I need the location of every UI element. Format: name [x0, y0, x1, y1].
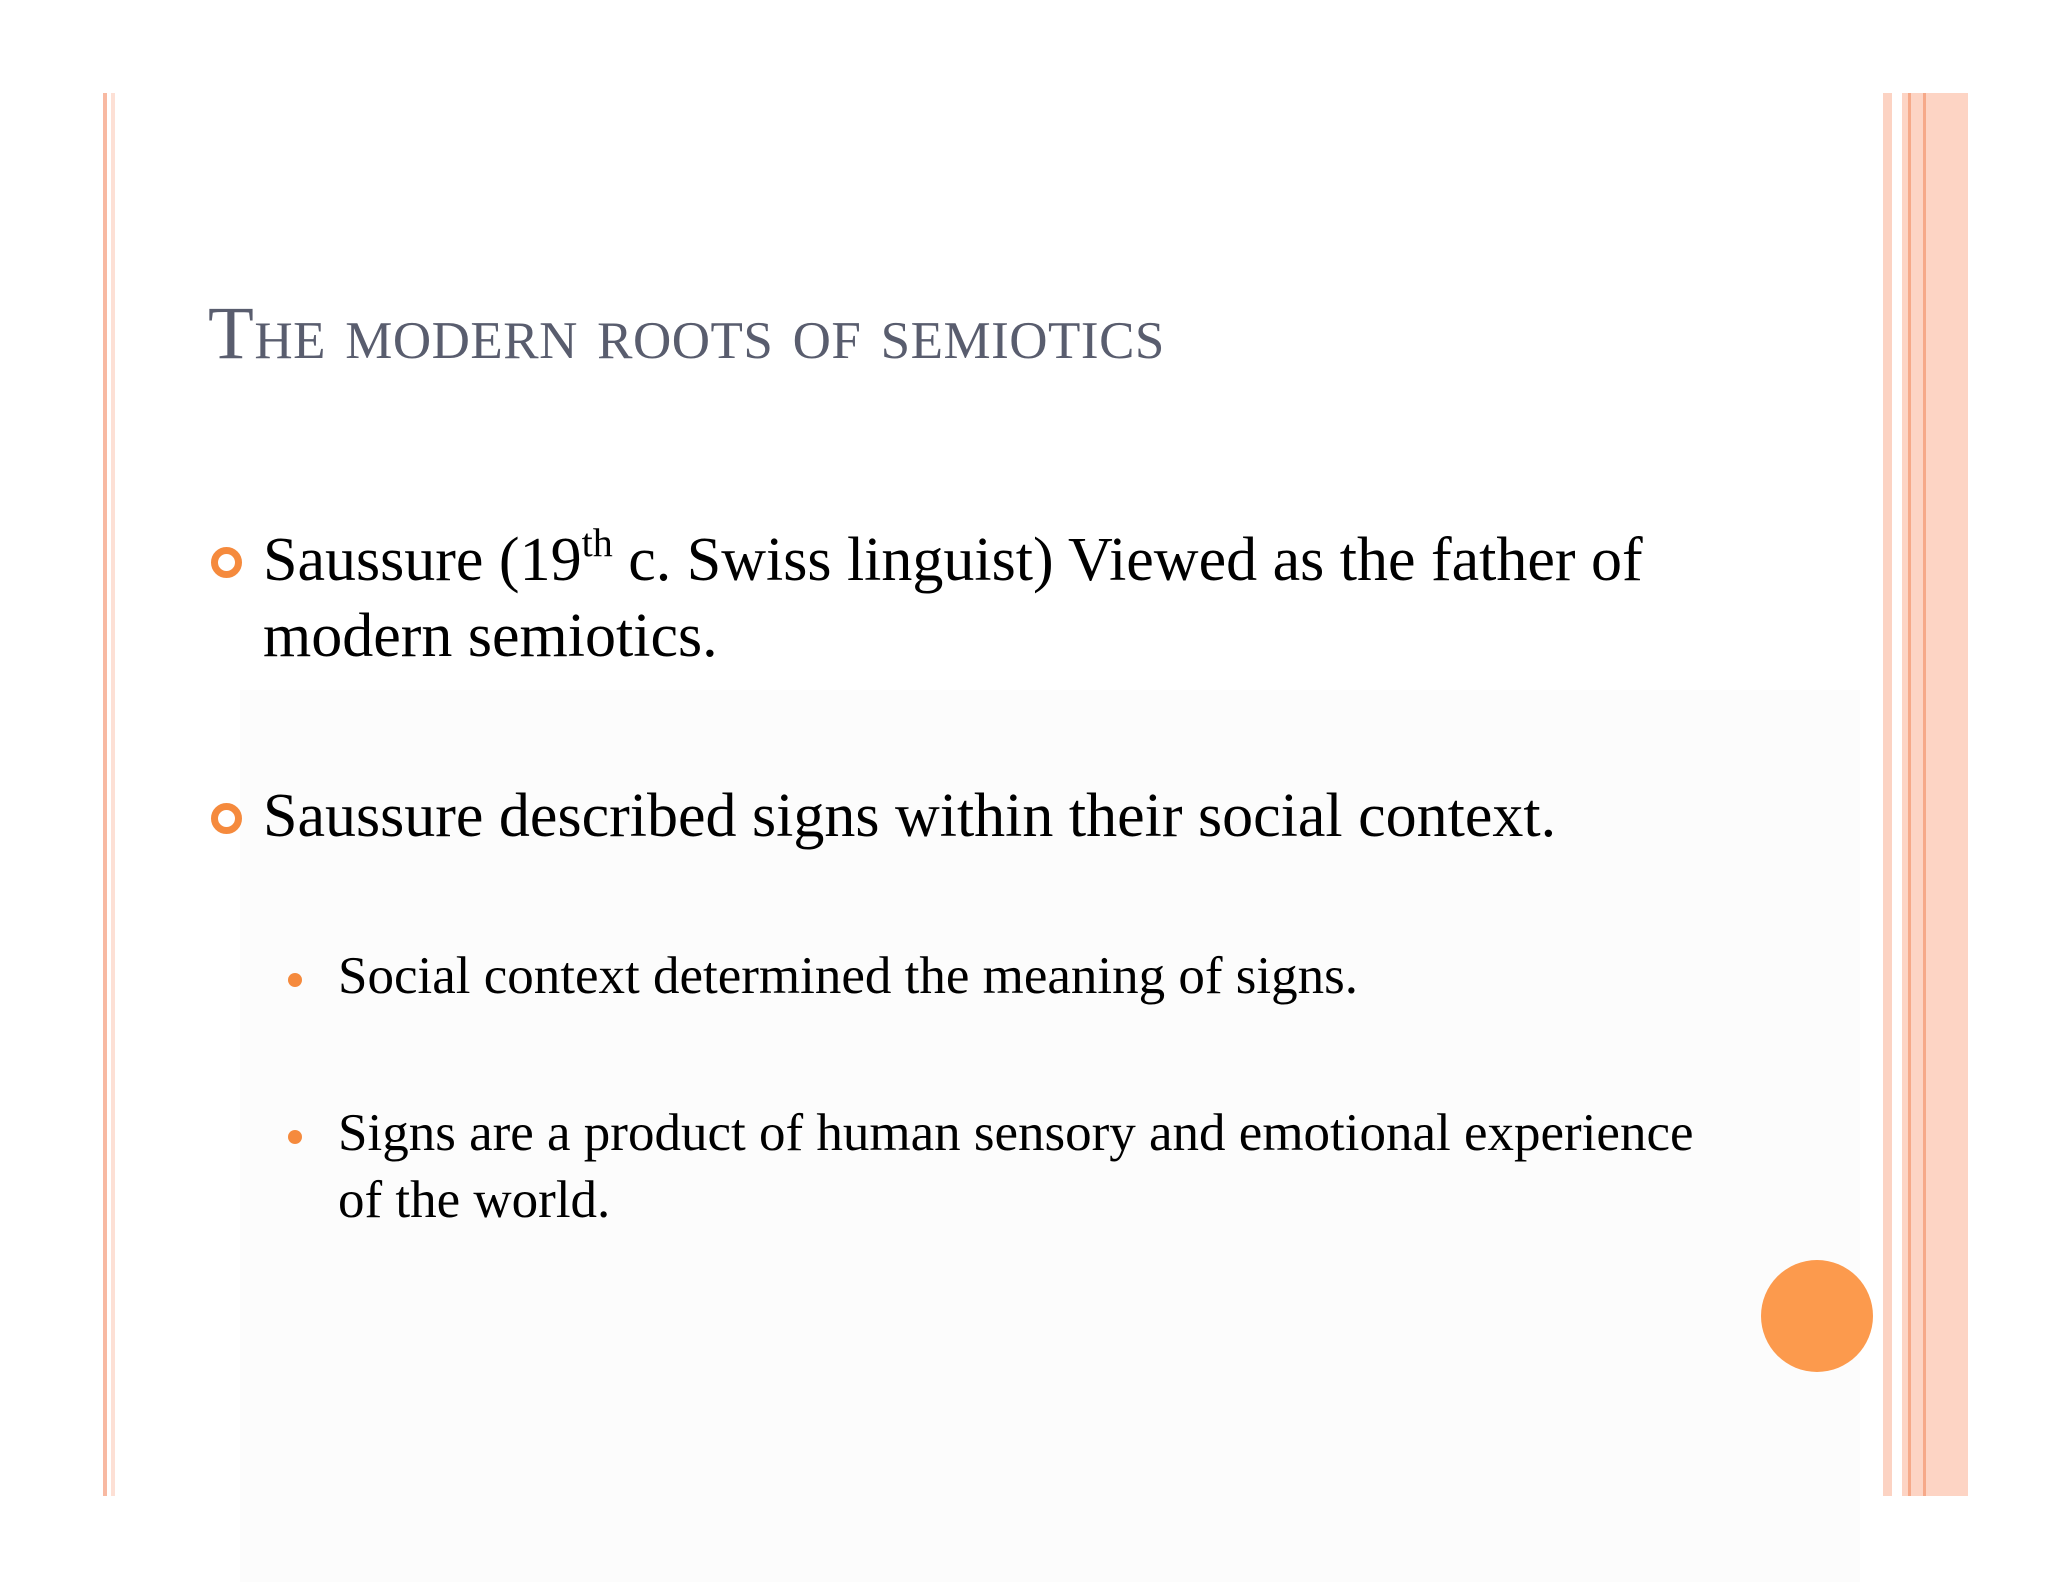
- bullet-item: [263, 522, 1663, 674]
- ring-bullet-icon: [211, 803, 242, 834]
- sub-bullet-item: [338, 943, 1738, 1010]
- left-border-rule: [103, 93, 107, 1496]
- sub-bullet-text: Signs are a product of human sensory and emotional experience of the world.: [338, 1104, 1694, 1229]
- right-border-band-wide: [1902, 93, 1968, 1496]
- sub-bullet-item: [338, 1100, 1738, 1234]
- slide-title: The modern roots of semiotics: [208, 292, 1165, 375]
- orange-circle-decoration: [1761, 1260, 1873, 1372]
- right-border-line: [1908, 93, 1911, 1496]
- dot-bullet-icon: [288, 973, 302, 987]
- left-border-rule-light: [111, 93, 115, 1496]
- sub-bullet-text: Social context determined the meaning of signs.: [338, 947, 1358, 1005]
- ring-bullet-icon: [211, 547, 242, 578]
- superscript: th: [581, 520, 613, 565]
- right-border-line: [1923, 93, 1926, 1496]
- bullet-item: [263, 778, 1663, 854]
- bullet-text-part: c. Swiss linguist) Viewed as the father of modern semiotics.: [263, 526, 1643, 670]
- bullet-text-part: Saussure (19: [263, 526, 582, 594]
- right-border-band-thin: [1883, 93, 1892, 1496]
- bullet-text: Saussure described signs within their social context.: [263, 782, 1557, 850]
- dot-bullet-icon: [288, 1130, 302, 1144]
